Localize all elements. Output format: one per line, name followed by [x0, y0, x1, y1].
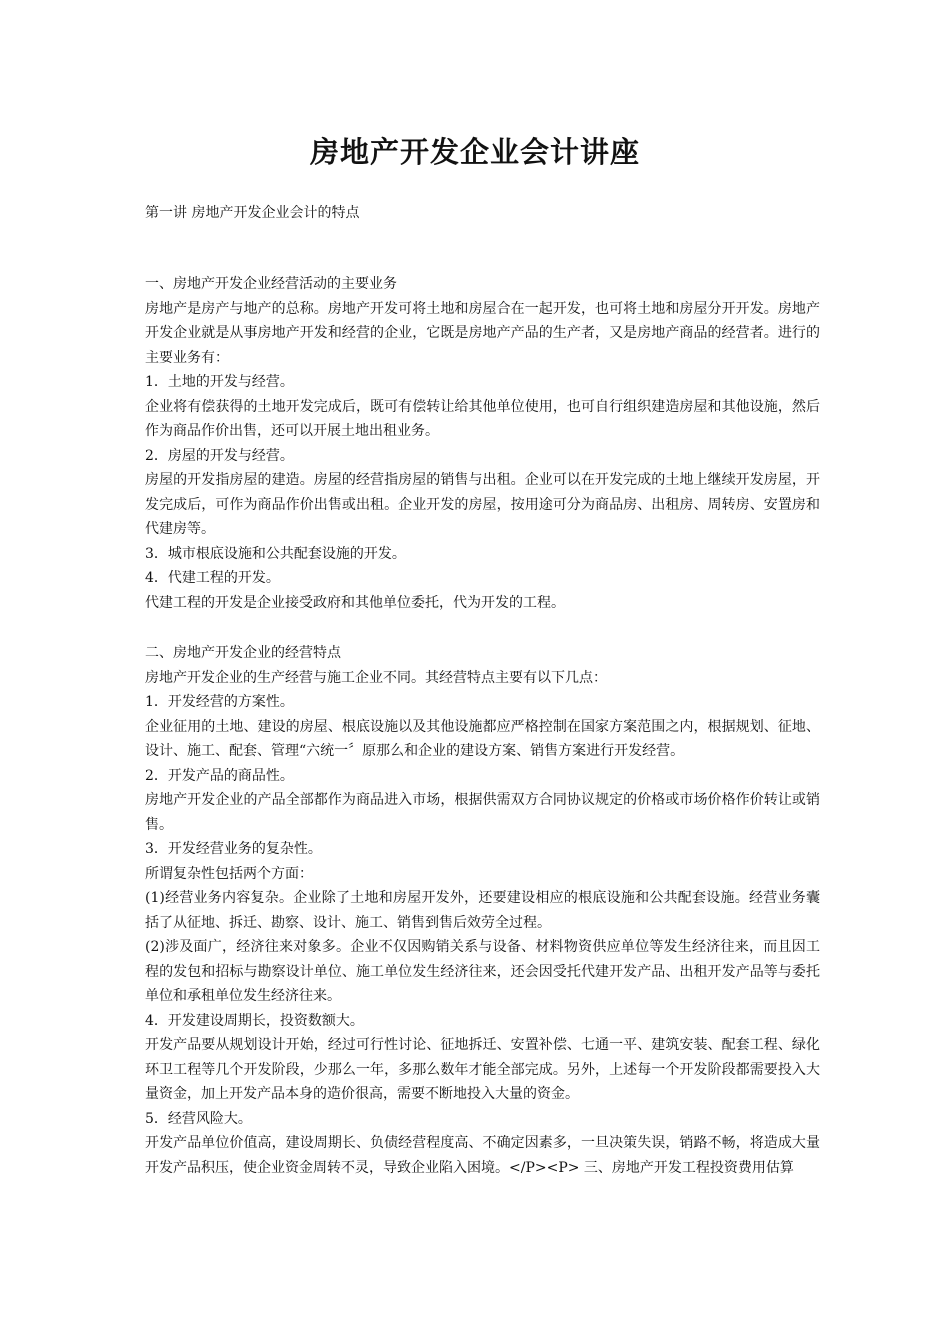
list-item-heading: 2．房屋的开发与经营。: [145, 447, 294, 464]
document-body: [145, 272, 820, 1180]
paragraph: 房屋的开发指房屋的建造。房屋的经营指房屋的销售与出租。企业可以在开发完成的土地上继续开发房屋，开发完成后，可作为商品作价出售或出租。企业开发的房屋，按用途可分为商品房、出租房、周转房、安置房和代建房等。: [145, 472, 820, 537]
list-item-heading: 3．开发经营业务的复杂性。: [145, 841, 322, 857]
section-heading: 二、房地产开发企业的经营特点: [145, 645, 341, 661]
paragraph: 房地产是房产与地产的总称。房地产开发可将土地和房屋合在一起开发，也可将土地和房屋分开开发。房地产开发企业就是从事房地产开发和经营的企业，它既是房地产产品的生产者，又是房地产商品的经营者。进行的主要业务有：: [145, 300, 820, 366]
paragraph: (2)涉及面广，经济往来对象多。企业不仅因购销关系与设备、材料物资供应单位等发生经济往来，而且因工程的发包和招标与勘察设计单位、施工单位发生经济往来，还会因受托代建开发产品、出租开发产品等与委托单位和承租单位发生经济往来。: [145, 939, 820, 1004]
paragraph: 开发产品单位价值高，建设周期长、负债经营程度高、不确定因素多，一旦决策失误，销路不畅，将造成大量开发产品积压，使企业资金周转不灵，导致企业陷入困境。</P><P> 三、房地产开发工程投资费用估算: [145, 1135, 820, 1176]
paragraph: 企业将有偿获得的土地开发完成后，既可有偿转让给其他单位使用，也可自行组织建造房屋和其他设施，然后作为商品作价出售，还可以开展土地出租业务。: [145, 398, 820, 439]
paragraph: 所谓复杂性包括两个方面：: [145, 865, 313, 882]
lecture-subtitle: 第一讲 房地产开发企业会计的特点: [145, 205, 360, 221]
list-item-heading: 4．开发建设周期长，投资数额大。: [145, 1012, 364, 1029]
document-title: 房地产开发企业会计讲座: [309, 135, 640, 169]
list-item-heading: 4．代建工程的开发。: [145, 570, 280, 586]
paragraph: 代建工程的开发是企业接受政府和其他单位委托，代为开发的工程。: [145, 594, 565, 611]
paragraph: 企业征用的土地、建设的房屋、根底设施以及其他设施都应严格控制在国家方案范围之内，根据规划、征地、设计、施工、配套、管理“六统一〞原那么和企业的建设方案、销售方案进行开发经营。: [145, 718, 820, 759]
list-item-heading: 2．开发产品的商品性。: [145, 767, 294, 784]
paragraph: 开发产品要从规划设计开始，经过可行性讨论、征地拆迁、安置补偿、七通一平、建筑安装、配套工程、绿化环卫工程等几个开发阶段，少那么一年，多那么数年才能全部完成。另外，上述每一个开发阶段都需要投入大量资金，加上开发产品本身的造价很高，需要不断地投入大量的资金。: [145, 1037, 820, 1102]
list-item-heading: 1．开发经营的方案性。: [145, 694, 294, 710]
section-heading: 一、房地产开发企业经营活动的主要业务: [145, 276, 397, 292]
paragraph: 房地产开发企业的产品全部都作为商品进入市场，根据供需双方合同协议规定的价格或市场价格作价转让或销售。: [145, 792, 820, 833]
list-item-heading: 1．土地的开发与经营。: [145, 374, 294, 390]
paragraph: 房地产开发企业的生产经营与施工企业不同。其经营特点主要有以下几点：: [145, 669, 607, 686]
section-spacer: [145, 615, 820, 641]
list-item-heading: 3．城市根底设施和公共配套设施的开发。: [145, 545, 406, 562]
list-item-heading: 5．经营风险大。: [145, 1110, 252, 1127]
paragraph: (1)经营业务内容复杂。企业除了土地和房屋开发外，还要建设相应的根底设施和公共配套设施。经营业务囊括了从征地、拆迁、勘察、设计、施工、销售到售后效劳全过程。: [145, 890, 820, 931]
